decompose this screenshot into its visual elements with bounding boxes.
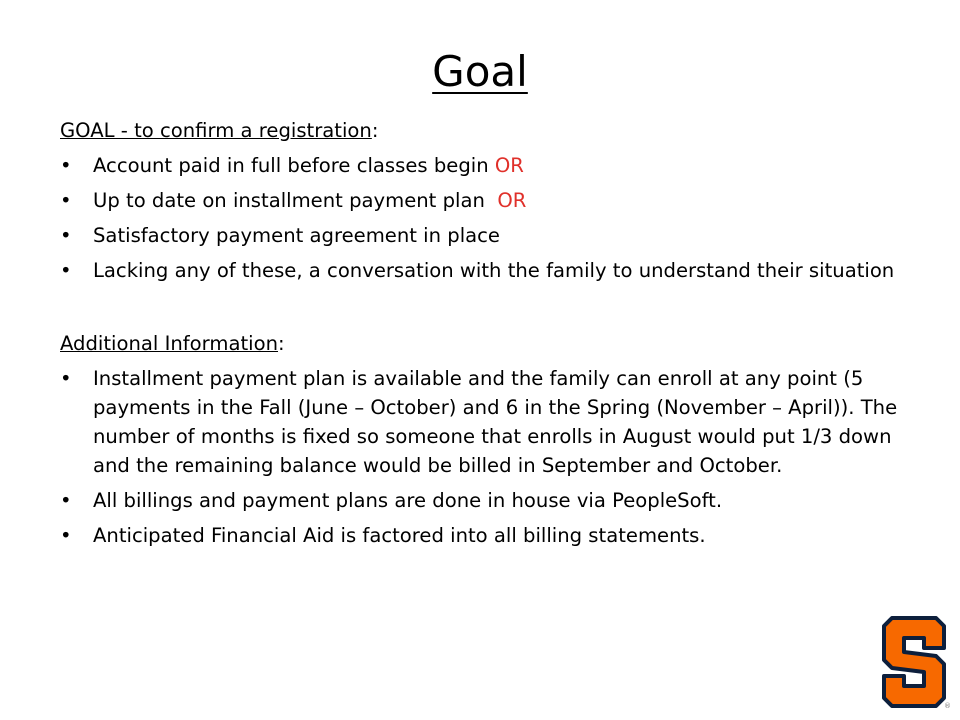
goal-bullet-text: Satisfactory payment agreement in place (93, 224, 500, 247)
slide-title: Goal (432, 47, 528, 96)
section-spacer (60, 291, 900, 329)
or-tag: OR (497, 189, 527, 212)
goal-bullet (60, 151, 900, 180)
additional-heading (60, 329, 900, 358)
goal-bullet (60, 186, 900, 215)
goal-heading-colon: : (371, 119, 379, 142)
goal-bullet-text: Up to date on installment payment plan (93, 189, 498, 212)
additional-bullet (60, 486, 900, 515)
svg-text:®: ® (944, 702, 951, 710)
additional-heading-text: Additional Information (60, 332, 279, 355)
additional-heading-colon: : (278, 332, 285, 355)
block-s-logo-icon (878, 614, 950, 710)
additional-bullet-text: Anticipated Financial Aid is factored into all billing statements. (93, 524, 706, 547)
slide-body (60, 116, 900, 556)
goal-bullet (60, 256, 900, 285)
goal-bullet-text: Lacking any of these, a conversation with the family to understand their situation (93, 259, 895, 282)
goal-heading-text: GOAL - to confirm a registration (60, 119, 372, 142)
goal-bullet (60, 221, 900, 250)
additional-bullet (60, 521, 900, 550)
goal-heading (60, 116, 900, 145)
additional-bullet-text: Installment payment plan is available and the family can enroll at any point (5 payments in the Fall (June – October) and 6 in the Spring (November – April)). The number of months is fixed so someone that enrolls in August would put 1/3 down and the remaining balance would be billed in September and October. (93, 367, 898, 477)
additional-bullet-list (60, 364, 900, 550)
or-tag: OR (494, 154, 524, 177)
goal-bullet-text: Account paid in full before classes begin (93, 154, 495, 177)
additional-bullet (60, 364, 900, 480)
additional-bullet-text: All billings and payment plans are done in house via PeopleSoft. (93, 489, 723, 512)
goal-bullet-list (60, 151, 900, 285)
